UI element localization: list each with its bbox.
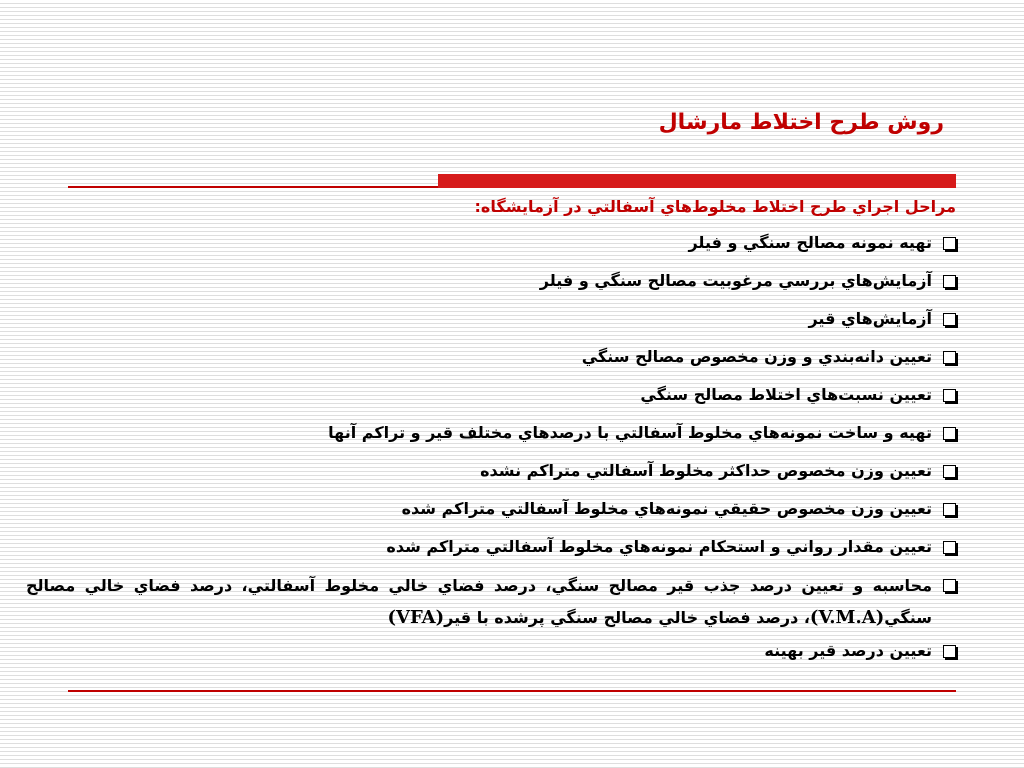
list-item-text: آزمايش‌هاي بررسي مرغوبيت مصالح سنگي و فيلر: [539, 271, 932, 290]
list-item: [26, 456, 956, 486]
slide-content: [26, 196, 956, 674]
intro-text: مراحل اجراي طرح اختلاط مخلوط‌هاي آسفالتي در آزمايشگاه:: [474, 197, 956, 216]
list-item-text: تعيين درصد قير بهينه: [764, 641, 932, 660]
square-bullet-icon: [943, 503, 956, 516]
voids-text-part1: محاسبه و تعيين درصد جذب قير مصالح سنگي، درصد فضاي خالي مخلوط آسفالتي، درصد فضاي خالي مصالح سنگي: [26, 576, 932, 627]
list-item-voids: [26, 570, 956, 634]
list-item: [26, 380, 956, 410]
vma-abbreviation: (V.M.A): [809, 607, 885, 628]
square-bullet-icon: [943, 645, 956, 658]
list-item-text: تعيين نسبت‌هاي اختلاط مصالح سنگي: [640, 385, 932, 404]
vfa-abbreviation: (VFA): [387, 607, 445, 628]
list-item-text: آزمايش‌هاي قير: [808, 309, 932, 328]
square-bullet-icon: [943, 237, 956, 250]
list-item: [26, 228, 956, 258]
list-item-text: تهيه نمونه مصالح سنگي و فيلر: [688, 233, 932, 252]
list-item: [26, 636, 956, 666]
divider-red-bar: [438, 174, 956, 188]
square-bullet-icon: [943, 275, 956, 288]
square-bullet-icon: [943, 427, 956, 440]
list-item: [26, 494, 956, 524]
bottom-divider: [68, 690, 956, 692]
square-bullet-icon: [943, 579, 956, 592]
list-item-text: تعيين وزن مخصوص حقيقي نمونه‌هاي مخلوط آسفالتي متراكم شده: [401, 499, 932, 518]
list-item: [26, 418, 956, 448]
square-bullet-icon: [943, 389, 956, 402]
voids-text-part2: ، درصد فضاي خالي مصالح سنگي پرشده با قير: [444, 608, 810, 627]
list-item-text: تعيين دانه‌بندي و وزن مخصوص مصالح سنگي: [581, 347, 932, 366]
list-item: [26, 304, 956, 334]
slide-title: روش طرح اختلاط مارشال: [658, 110, 944, 135]
list-item-text: تعيين مقدار رواني و استحكام نمونه‌هاي مخلوط آسفالتي متراكم شده: [386, 537, 932, 556]
list-item: [26, 342, 956, 372]
list-item-text: تهيه و ساخت نمونه‌هاي مخلوط آسفالتي با درصدهاي مختلف قير و تراكم آنها: [328, 423, 932, 442]
list-item: [26, 532, 956, 562]
list-item-text: تعيين وزن مخصوص حداكثر مخلوط آسفالتي متراكم نشده: [480, 461, 932, 480]
title-divider: [68, 174, 956, 188]
square-bullet-icon: [943, 313, 956, 326]
divider-thin-line: [68, 186, 438, 188]
square-bullet-icon: [943, 465, 956, 478]
square-bullet-icon: [943, 541, 956, 554]
bullet-list: [26, 228, 956, 666]
square-bullet-icon: [943, 351, 956, 364]
list-item: [26, 266, 956, 296]
